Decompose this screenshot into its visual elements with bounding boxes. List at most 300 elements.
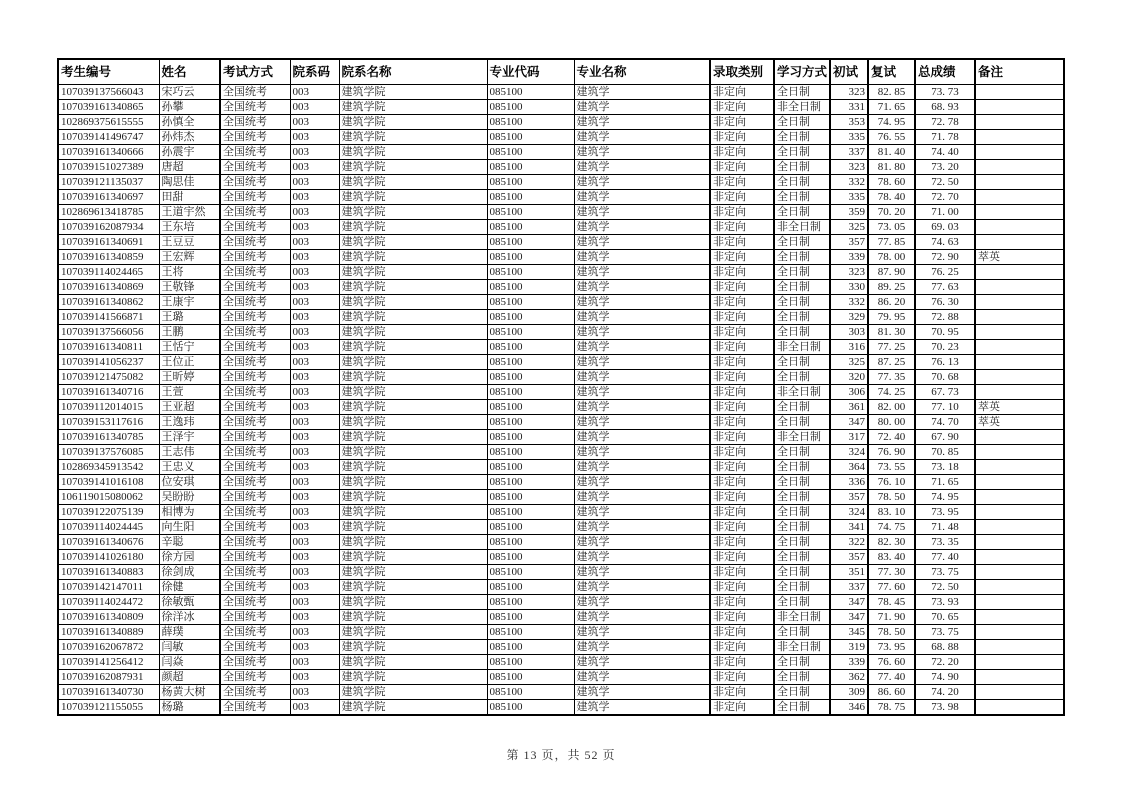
cell-retest-score: 73. 05 xyxy=(868,220,915,235)
cell-candidate-id: 107039161340666 xyxy=(58,145,159,160)
cell-admission-category: 非定向 xyxy=(710,445,774,460)
cell-exam-type: 全国统考 xyxy=(220,235,290,250)
cell-name: 王忠义 xyxy=(159,460,220,475)
cell-dept-name: 建筑学院 xyxy=(339,415,487,430)
cell-major-name: 建筑学 xyxy=(574,190,710,205)
cell-dept-code: 003 xyxy=(290,295,339,310)
cell-retest-score: 76. 55 xyxy=(868,130,915,145)
table-row xyxy=(58,655,1064,670)
cell-name: 王敬锋 xyxy=(159,280,220,295)
cell-study-mode: 全日制 xyxy=(774,655,830,670)
cell-study-mode: 全日制 xyxy=(774,460,830,475)
cell-exam-type: 全国统考 xyxy=(220,535,290,550)
cell-study-mode: 全日制 xyxy=(774,625,830,640)
cell-name: 田甜 xyxy=(159,190,220,205)
cell-initial-score: 329 xyxy=(830,310,868,325)
cell-candidate-id: 107039153117616 xyxy=(58,415,159,430)
cell-remarks xyxy=(975,565,1064,580)
cell-major-code: 085100 xyxy=(487,220,574,235)
cell-dept-code: 003 xyxy=(290,205,339,220)
cell-dept-code: 003 xyxy=(290,370,339,385)
cell-admission-category: 非定向 xyxy=(710,355,774,370)
cell-retest-score: 77. 60 xyxy=(868,580,915,595)
cell-dept-code: 003 xyxy=(290,235,339,250)
cell-total-score: 71. 65 xyxy=(915,475,975,490)
cell-remarks xyxy=(975,580,1064,595)
cell-major-code: 085100 xyxy=(487,535,574,550)
cell-dept-code: 003 xyxy=(290,460,339,475)
cell-dept-name: 建筑学院 xyxy=(339,190,487,205)
cell-dept-code: 003 xyxy=(290,115,339,130)
cell-dept-name: 建筑学院 xyxy=(339,610,487,625)
cell-dept-name: 建筑学院 xyxy=(339,385,487,400)
cell-exam-type: 全国统考 xyxy=(220,640,290,655)
cell-major-code: 085100 xyxy=(487,655,574,670)
cell-initial-score: 347 xyxy=(830,415,868,430)
cell-initial-score: 357 xyxy=(830,550,868,565)
results-table xyxy=(57,58,1065,716)
column-header-initial-score: 初试 xyxy=(830,59,868,85)
cell-major-name: 建筑学 xyxy=(574,685,710,700)
cell-admission-category: 非定向 xyxy=(710,325,774,340)
cell-total-score: 67. 73 xyxy=(915,385,975,400)
cell-major-code: 085100 xyxy=(487,625,574,640)
cell-major-name: 建筑学 xyxy=(574,385,710,400)
cell-remarks xyxy=(975,460,1064,475)
cell-major-name: 建筑学 xyxy=(574,565,710,580)
cell-admission-category: 非定向 xyxy=(710,685,774,700)
cell-major-code: 085100 xyxy=(487,475,574,490)
table-row xyxy=(58,565,1064,580)
cell-name: 孙攀 xyxy=(159,100,220,115)
cell-exam-type: 全国统考 xyxy=(220,625,290,640)
cell-major-name: 建筑学 xyxy=(574,670,710,685)
cell-remarks xyxy=(975,265,1064,280)
cell-candidate-id: 107039141566871 xyxy=(58,310,159,325)
cell-candidate-id: 107039161340883 xyxy=(58,565,159,580)
cell-exam-type: 全国统考 xyxy=(220,265,290,280)
table-row xyxy=(58,685,1064,700)
cell-dept-name: 建筑学院 xyxy=(339,235,487,250)
cell-name: 王道宇然 xyxy=(159,205,220,220)
cell-dept-name: 建筑学院 xyxy=(339,580,487,595)
cell-admission-category: 非定向 xyxy=(710,535,774,550)
cell-study-mode: 全日制 xyxy=(774,175,830,190)
cell-study-mode: 全日制 xyxy=(774,85,830,100)
cell-dept-code: 003 xyxy=(290,580,339,595)
cell-remarks xyxy=(975,430,1064,445)
cell-remarks xyxy=(975,475,1064,490)
cell-total-score: 69. 03 xyxy=(915,220,975,235)
cell-remarks xyxy=(975,175,1064,190)
cell-total-score: 72. 50 xyxy=(915,580,975,595)
cell-major-code: 085100 xyxy=(487,505,574,520)
cell-initial-score: 362 xyxy=(830,670,868,685)
cell-admission-category: 非定向 xyxy=(710,340,774,355)
cell-study-mode: 全日制 xyxy=(774,355,830,370)
cell-major-code: 085100 xyxy=(487,445,574,460)
cell-dept-code: 003 xyxy=(290,220,339,235)
cell-remarks xyxy=(975,160,1064,175)
cell-admission-category: 非定向 xyxy=(710,415,774,430)
table-row xyxy=(58,445,1064,460)
cell-major-code: 085100 xyxy=(487,355,574,370)
cell-admission-category: 非定向 xyxy=(710,370,774,385)
cell-exam-type: 全国统考 xyxy=(220,325,290,340)
cell-initial-score: 346 xyxy=(830,700,868,716)
cell-admission-category: 非定向 xyxy=(710,100,774,115)
cell-exam-type: 全国统考 xyxy=(220,520,290,535)
cell-initial-score: 364 xyxy=(830,460,868,475)
cell-remarks xyxy=(975,370,1064,385)
cell-dept-code: 003 xyxy=(290,685,339,700)
cell-dept-name: 建筑学院 xyxy=(339,265,487,280)
cell-study-mode: 全日制 xyxy=(774,565,830,580)
cell-total-score: 76. 30 xyxy=(915,295,975,310)
cell-exam-type: 全国统考 xyxy=(220,85,290,100)
cell-name: 王志伟 xyxy=(159,445,220,460)
cell-candidate-id: 107039161340730 xyxy=(58,685,159,700)
cell-retest-score: 81. 40 xyxy=(868,145,915,160)
cell-major-name: 建筑学 xyxy=(574,460,710,475)
cell-initial-score: 339 xyxy=(830,250,868,265)
cell-dept-name: 建筑学院 xyxy=(339,100,487,115)
cell-remarks xyxy=(975,85,1064,100)
column-header-admission-category: 录取类别 xyxy=(710,59,774,85)
cell-exam-type: 全国统考 xyxy=(220,370,290,385)
table-row xyxy=(58,520,1064,535)
cell-major-name: 建筑学 xyxy=(574,370,710,385)
cell-major-code: 085100 xyxy=(487,175,574,190)
cell-study-mode: 全日制 xyxy=(774,445,830,460)
cell-total-score: 73. 18 xyxy=(915,460,975,475)
cell-candidate-id: 107039142147011 xyxy=(58,580,159,595)
cell-name: 颜超 xyxy=(159,670,220,685)
table-row xyxy=(58,430,1064,445)
cell-dept-name: 建筑学院 xyxy=(339,535,487,550)
cell-total-score: 70. 23 xyxy=(915,340,975,355)
cell-remarks xyxy=(975,235,1064,250)
cell-name: 王昕婷 xyxy=(159,370,220,385)
cell-major-code: 085100 xyxy=(487,370,574,385)
cell-major-code: 085100 xyxy=(487,430,574,445)
cell-dept-code: 003 xyxy=(290,175,339,190)
cell-remarks xyxy=(975,535,1064,550)
cell-total-score: 68. 93 xyxy=(915,100,975,115)
cell-admission-category: 非定向 xyxy=(710,115,774,130)
table-row xyxy=(58,175,1064,190)
cell-exam-type: 全国统考 xyxy=(220,505,290,520)
table-row xyxy=(58,310,1064,325)
cell-dept-code: 003 xyxy=(290,595,339,610)
cell-name: 王泽宇 xyxy=(159,430,220,445)
cell-major-code: 085100 xyxy=(487,310,574,325)
cell-admission-category: 非定向 xyxy=(710,625,774,640)
cell-exam-type: 全国统考 xyxy=(220,595,290,610)
cell-name: 吴盼盼 xyxy=(159,490,220,505)
cell-admission-category: 非定向 xyxy=(710,505,774,520)
cell-dept-name: 建筑学院 xyxy=(339,85,487,100)
cell-major-name: 建筑学 xyxy=(574,550,710,565)
cell-name: 王康宇 xyxy=(159,295,220,310)
cell-name: 王鹏 xyxy=(159,325,220,340)
cell-dept-name: 建筑学院 xyxy=(339,520,487,535)
cell-major-code: 085100 xyxy=(487,550,574,565)
cell-candidate-id: 107039137576085 xyxy=(58,445,159,460)
cell-candidate-id: 107039114024445 xyxy=(58,520,159,535)
cell-admission-category: 非定向 xyxy=(710,385,774,400)
cell-total-score: 74. 40 xyxy=(915,145,975,160)
cell-dept-name: 建筑学院 xyxy=(339,490,487,505)
cell-initial-score: 320 xyxy=(830,370,868,385)
cell-dept-code: 003 xyxy=(290,565,339,580)
column-header-dept-name: 院系名称 xyxy=(339,59,487,85)
cell-exam-type: 全国统考 xyxy=(220,550,290,565)
cell-dept-name: 建筑学院 xyxy=(339,550,487,565)
cell-retest-score: 77. 25 xyxy=(868,340,915,355)
cell-initial-score: 335 xyxy=(830,130,868,145)
cell-retest-score: 79. 95 xyxy=(868,310,915,325)
cell-study-mode: 全日制 xyxy=(774,490,830,505)
cell-total-score: 74. 63 xyxy=(915,235,975,250)
column-header-exam-type: 考试方式 xyxy=(220,59,290,85)
cell-exam-type: 全国统考 xyxy=(220,490,290,505)
cell-dept-name: 建筑学院 xyxy=(339,670,487,685)
cell-candidate-id: 107039121135037 xyxy=(58,175,159,190)
cell-remarks xyxy=(975,490,1064,505)
cell-retest-score: 87. 25 xyxy=(868,355,915,370)
cell-major-name: 建筑学 xyxy=(574,235,710,250)
cell-total-score: 72. 70 xyxy=(915,190,975,205)
cell-admission-category: 非定向 xyxy=(710,130,774,145)
cell-name: 王璐 xyxy=(159,310,220,325)
cell-exam-type: 全国统考 xyxy=(220,175,290,190)
cell-admission-category: 非定向 xyxy=(710,595,774,610)
cell-initial-score: 319 xyxy=(830,640,868,655)
table-row xyxy=(58,130,1064,145)
cell-dept-code: 003 xyxy=(290,445,339,460)
cell-study-mode: 非全日制 xyxy=(774,385,830,400)
cell-dept-code: 003 xyxy=(290,385,339,400)
cell-major-name: 建筑学 xyxy=(574,520,710,535)
cell-initial-score: 345 xyxy=(830,625,868,640)
cell-retest-score: 82. 85 xyxy=(868,85,915,100)
cell-total-score: 74. 70 xyxy=(915,415,975,430)
cell-exam-type: 全国统考 xyxy=(220,115,290,130)
cell-name: 宋巧云 xyxy=(159,85,220,100)
cell-remarks xyxy=(975,625,1064,640)
cell-candidate-id: 107039141056237 xyxy=(58,355,159,370)
cell-admission-category: 非定向 xyxy=(710,175,774,190)
cell-major-name: 建筑学 xyxy=(574,640,710,655)
table-row xyxy=(58,490,1064,505)
cell-candidate-id: 107039161340811 xyxy=(58,340,159,355)
cell-study-mode: 全日制 xyxy=(774,670,830,685)
cell-initial-score: 339 xyxy=(830,655,868,670)
cell-total-score: 70. 65 xyxy=(915,610,975,625)
cell-major-code: 085100 xyxy=(487,700,574,716)
cell-major-name: 建筑学 xyxy=(574,265,710,280)
cell-total-score: 71. 00 xyxy=(915,205,975,220)
cell-name: 杨璐 xyxy=(159,700,220,716)
cell-retest-score: 71. 90 xyxy=(868,610,915,625)
cell-total-score: 73. 95 xyxy=(915,505,975,520)
cell-major-name: 建筑学 xyxy=(574,490,710,505)
cell-initial-score: 337 xyxy=(830,580,868,595)
cell-candidate-id: 107039141496747 xyxy=(58,130,159,145)
cell-dept-code: 003 xyxy=(290,490,339,505)
cell-major-code: 085100 xyxy=(487,415,574,430)
cell-study-mode: 全日制 xyxy=(774,400,830,415)
cell-admission-category: 非定向 xyxy=(710,235,774,250)
cell-dept-code: 003 xyxy=(290,325,339,340)
cell-remarks: 萃英 xyxy=(975,415,1064,430)
table-row xyxy=(58,265,1064,280)
cell-major-code: 085100 xyxy=(487,160,574,175)
cell-exam-type: 全国统考 xyxy=(220,700,290,716)
cell-initial-score: 341 xyxy=(830,520,868,535)
cell-candidate-id: 107039121155055 xyxy=(58,700,159,716)
cell-initial-score: 322 xyxy=(830,535,868,550)
cell-retest-score: 77. 35 xyxy=(868,370,915,385)
cell-admission-category: 非定向 xyxy=(710,250,774,265)
cell-dept-name: 建筑学院 xyxy=(339,160,487,175)
cell-exam-type: 全国统考 xyxy=(220,310,290,325)
cell-study-mode: 全日制 xyxy=(774,295,830,310)
table-row xyxy=(58,85,1064,100)
cell-retest-score: 70. 20 xyxy=(868,205,915,220)
cell-admission-category: 非定向 xyxy=(710,310,774,325)
column-header-candidate-id: 考生编号 xyxy=(58,59,159,85)
cell-total-score: 73. 75 xyxy=(915,565,975,580)
cell-retest-score: 74. 75 xyxy=(868,520,915,535)
cell-initial-score: 347 xyxy=(830,610,868,625)
cell-major-code: 085100 xyxy=(487,205,574,220)
cell-admission-category: 非定向 xyxy=(710,655,774,670)
cell-dept-code: 003 xyxy=(290,505,339,520)
cell-dept-name: 建筑学院 xyxy=(339,505,487,520)
cell-initial-score: 324 xyxy=(830,445,868,460)
table-row xyxy=(58,280,1064,295)
cell-candidate-id: 107039112014015 xyxy=(58,400,159,415)
cell-name: 孙震宇 xyxy=(159,145,220,160)
cell-candidate-id: 107039121475082 xyxy=(58,370,159,385)
cell-exam-type: 全国统考 xyxy=(220,250,290,265)
cell-candidate-id: 107039161340697 xyxy=(58,190,159,205)
cell-study-mode: 非全日制 xyxy=(774,220,830,235)
cell-retest-score: 83. 10 xyxy=(868,505,915,520)
cell-total-score: 70. 85 xyxy=(915,445,975,460)
cell-study-mode: 全日制 xyxy=(774,265,830,280)
cell-exam-type: 全国统考 xyxy=(220,430,290,445)
table-row xyxy=(58,700,1064,716)
cell-exam-type: 全国统考 xyxy=(220,415,290,430)
cell-study-mode: 全日制 xyxy=(774,505,830,520)
cell-major-name: 建筑学 xyxy=(574,220,710,235)
cell-candidate-id: 107039161340859 xyxy=(58,250,159,265)
table-row xyxy=(58,115,1064,130)
cell-retest-score: 89. 25 xyxy=(868,280,915,295)
cell-candidate-id: 107039137566056 xyxy=(58,325,159,340)
cell-exam-type: 全国统考 xyxy=(220,295,290,310)
cell-total-score: 77. 63 xyxy=(915,280,975,295)
column-header-major-name: 专业名称 xyxy=(574,59,710,85)
cell-initial-score: 353 xyxy=(830,115,868,130)
cell-major-code: 085100 xyxy=(487,340,574,355)
cell-remarks xyxy=(975,115,1064,130)
cell-exam-type: 全国统考 xyxy=(220,445,290,460)
cell-retest-score: 78. 50 xyxy=(868,490,915,505)
cell-exam-type: 全国统考 xyxy=(220,400,290,415)
cell-retest-score: 73. 95 xyxy=(868,640,915,655)
cell-initial-score: 323 xyxy=(830,85,868,100)
cell-major-code: 085100 xyxy=(487,640,574,655)
cell-retest-score: 76. 60 xyxy=(868,655,915,670)
cell-major-name: 建筑学 xyxy=(574,175,710,190)
cell-dept-code: 003 xyxy=(290,160,339,175)
cell-name: 王将 xyxy=(159,265,220,280)
cell-initial-score: 359 xyxy=(830,205,868,220)
cell-candidate-id: 107039151027389 xyxy=(58,160,159,175)
cell-admission-category: 非定向 xyxy=(710,610,774,625)
cell-initial-score: 361 xyxy=(830,400,868,415)
page-indicator: 第 13 页，共 52 页 xyxy=(506,748,616,762)
cell-name: 相博为 xyxy=(159,505,220,520)
cell-study-mode: 全日制 xyxy=(774,700,830,716)
cell-major-code: 085100 xyxy=(487,580,574,595)
cell-candidate-id: 107039161340676 xyxy=(58,535,159,550)
cell-name: 王东培 xyxy=(159,220,220,235)
cell-exam-type: 全国统考 xyxy=(220,460,290,475)
cell-exam-type: 全国统考 xyxy=(220,670,290,685)
cell-candidate-id: 106119015080062 xyxy=(58,490,159,505)
cell-retest-score: 86. 60 xyxy=(868,685,915,700)
cell-candidate-id: 107039141256412 xyxy=(58,655,159,670)
cell-total-score: 72. 90 xyxy=(915,250,975,265)
cell-dept-code: 003 xyxy=(290,100,339,115)
cell-exam-type: 全国统考 xyxy=(220,205,290,220)
cell-dept-name: 建筑学院 xyxy=(339,625,487,640)
cell-major-name: 建筑学 xyxy=(574,610,710,625)
cell-major-name: 建筑学 xyxy=(574,295,710,310)
cell-candidate-id: 107039162087931 xyxy=(58,670,159,685)
cell-retest-score: 77. 40 xyxy=(868,670,915,685)
cell-total-score: 70. 95 xyxy=(915,325,975,340)
cell-exam-type: 全国统考 xyxy=(220,100,290,115)
cell-candidate-id: 102869375615555 xyxy=(58,115,159,130)
cell-retest-score: 78. 60 xyxy=(868,175,915,190)
column-header-total-score: 总成绩 xyxy=(915,59,975,85)
cell-study-mode: 全日制 xyxy=(774,280,830,295)
cell-study-mode: 全日制 xyxy=(774,250,830,265)
cell-study-mode: 全日制 xyxy=(774,550,830,565)
cell-dept-code: 003 xyxy=(290,670,339,685)
cell-study-mode: 全日制 xyxy=(774,475,830,490)
cell-initial-score: 331 xyxy=(830,100,868,115)
cell-dept-code: 003 xyxy=(290,190,339,205)
cell-major-code: 085100 xyxy=(487,85,574,100)
cell-dept-name: 建筑学院 xyxy=(339,370,487,385)
cell-dept-code: 003 xyxy=(290,640,339,655)
cell-major-code: 085100 xyxy=(487,115,574,130)
table-row xyxy=(58,640,1064,655)
cell-study-mode: 全日制 xyxy=(774,580,830,595)
cell-dept-code: 003 xyxy=(290,610,339,625)
cell-study-mode: 全日制 xyxy=(774,190,830,205)
cell-name: 闫敏 xyxy=(159,640,220,655)
cell-major-name: 建筑学 xyxy=(574,535,710,550)
cell-retest-score: 78. 00 xyxy=(868,250,915,265)
